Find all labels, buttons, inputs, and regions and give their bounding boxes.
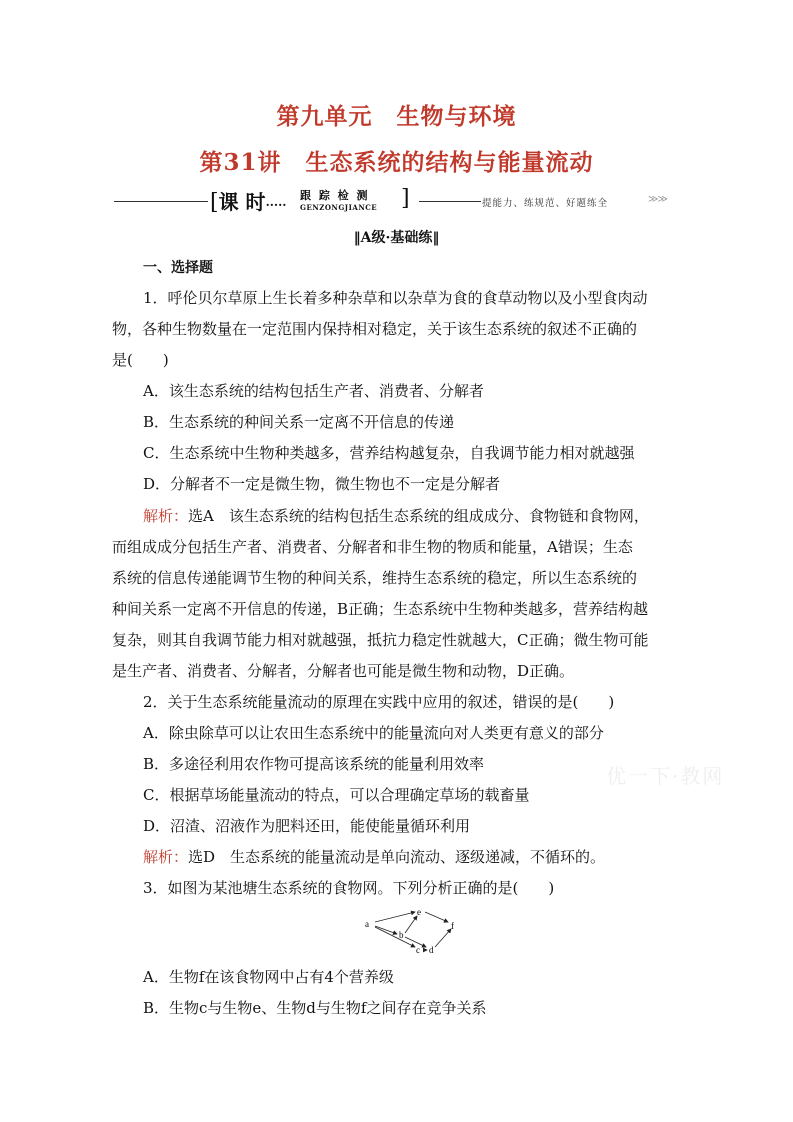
q1-analysis-line-6: 是生产者、消费者、分解者，分解者也可能是微生物和动物，D正确。 — [112, 662, 575, 680]
node-b: b — [399, 930, 404, 940]
edge-b-e — [405, 916, 417, 933]
edge-d-f — [435, 929, 451, 947]
banner-arrows-icon: ≫≫ — [648, 194, 667, 205]
q2-analysis — [143, 846, 605, 867]
node-a: a — [365, 919, 369, 929]
q1-analysis-label: 解析： — [143, 507, 189, 525]
level-label: ‖A级·基础练‖ — [353, 230, 440, 246]
q1-option-c: C．生态系统中生物种类越多，营养结构越复杂，自我调节能力相对就越强 — [143, 444, 635, 462]
unit-title: 第九单元 生物与环境 — [276, 103, 517, 130]
banner-sub-title: 跟 踪 检 测 — [300, 189, 370, 202]
food-web-diagram — [363, 906, 467, 956]
q2-analysis-text: 选D 生态系统的能量流动是单向流动、逐级递减，不循环的。 — [188, 848, 606, 866]
banner-main-text: 课 时 — [218, 190, 266, 214]
edge-a-c — [375, 927, 415, 947]
q1-stem-line-2: 物，各种生物数量在一定范围内保持相对稳定，关于该生态系统的叙述不正确的 — [112, 320, 638, 338]
q1-stem-line-1: 1．呼伦贝尔草原上生长着多种杂草和以杂草为食的食草动物以及小型食肉动 — [143, 289, 648, 307]
q1-analysis-first-text: 选A 该生态系统的结构包括生态系统的组成成分、食物链和食物网， — [188, 507, 649, 525]
q1-option-a: A．该生态系统的结构包括生产者、消费者、分解者 — [143, 382, 484, 400]
q2-option-b: B．多途径利用农作物可提高该系统的能量利用效率 — [143, 755, 485, 773]
q2-analysis-label: 解析： — [143, 848, 189, 866]
banner-slogan: 提能力、练规范、好题练全 — [482, 198, 609, 209]
edge-e-f — [425, 912, 448, 922]
q1-analysis-line-4: 种间关系一定离不开信息的传递，B正确；生态系统中生物种类越多，营养结构越 — [112, 600, 649, 618]
q1-stem-line-3: 是( ) — [112, 351, 169, 369]
q3-option-a: A．生物f在该食物网中占有4个营养级 — [143, 968, 394, 986]
banner-divider-left — [114, 201, 208, 202]
q3-stem: 3．如图为某池塘生态系统的食物网。下列分析正确的是( ) — [143, 879, 555, 897]
edge-a-e — [375, 912, 415, 922]
q3-option-b: B．生物c与生物e、生物d与生物f之间存在竞争关系 — [143, 999, 487, 1017]
q2-stem: 2．关于生态系统能量流动的原理在实践中应用的叙述，错误的是( ) — [143, 693, 615, 711]
banner-label: [课 时····· — [210, 190, 287, 215]
q1-analysis-line-3: 系统的信息传递能调节生物的种间关系，维持生态系统的稳定，所以生态系统的 — [112, 569, 638, 587]
banner-dots: ····· — [265, 198, 287, 212]
q2-option-a: A．除虫除草可以让农田生态系统中的能量流向对人类更有意义的部分 — [143, 724, 604, 742]
watermark: 优一下·教网 — [606, 764, 725, 788]
q2-option-d: D．沼渣、沼液作为肥料还田，能使能量循环利用 — [143, 817, 471, 835]
node-f: f — [451, 921, 454, 931]
q2-option-c: C．根据草场能量流动的特点，可以合理确定草场的载畜量 — [143, 786, 530, 804]
q1-option-b: B．生态系统的种间关系一定离不开信息的传递 — [143, 413, 455, 431]
node-e: e — [417, 907, 421, 917]
banner-close-bracket: ] — [401, 186, 410, 211]
q1-analysis-line-5: 复杂，则其自我调节能力相对就越强，抵抗力稳定性就越大，C正确；微生物可能 — [112, 631, 649, 649]
section-title: 一、选择题 — [143, 260, 213, 276]
q1-analysis-first-line — [143, 505, 649, 526]
q1-option-d: D．分解者不一定是微生物，微生物也不一定是分解者 — [143, 475, 501, 493]
banner-pinyin: GENZONGJIANCE — [300, 203, 378, 212]
banner-divider-right — [419, 201, 481, 202]
q1-analysis-line-2: 而组成成分包括生产者、消费者、分解者和非生物的物质和能量，A错误；生态 — [112, 538, 633, 556]
node-c: c — [416, 945, 420, 955]
lesson-title: 第31讲 生态系统的结构与能量流动 — [199, 149, 594, 176]
node-d: d — [429, 945, 434, 955]
